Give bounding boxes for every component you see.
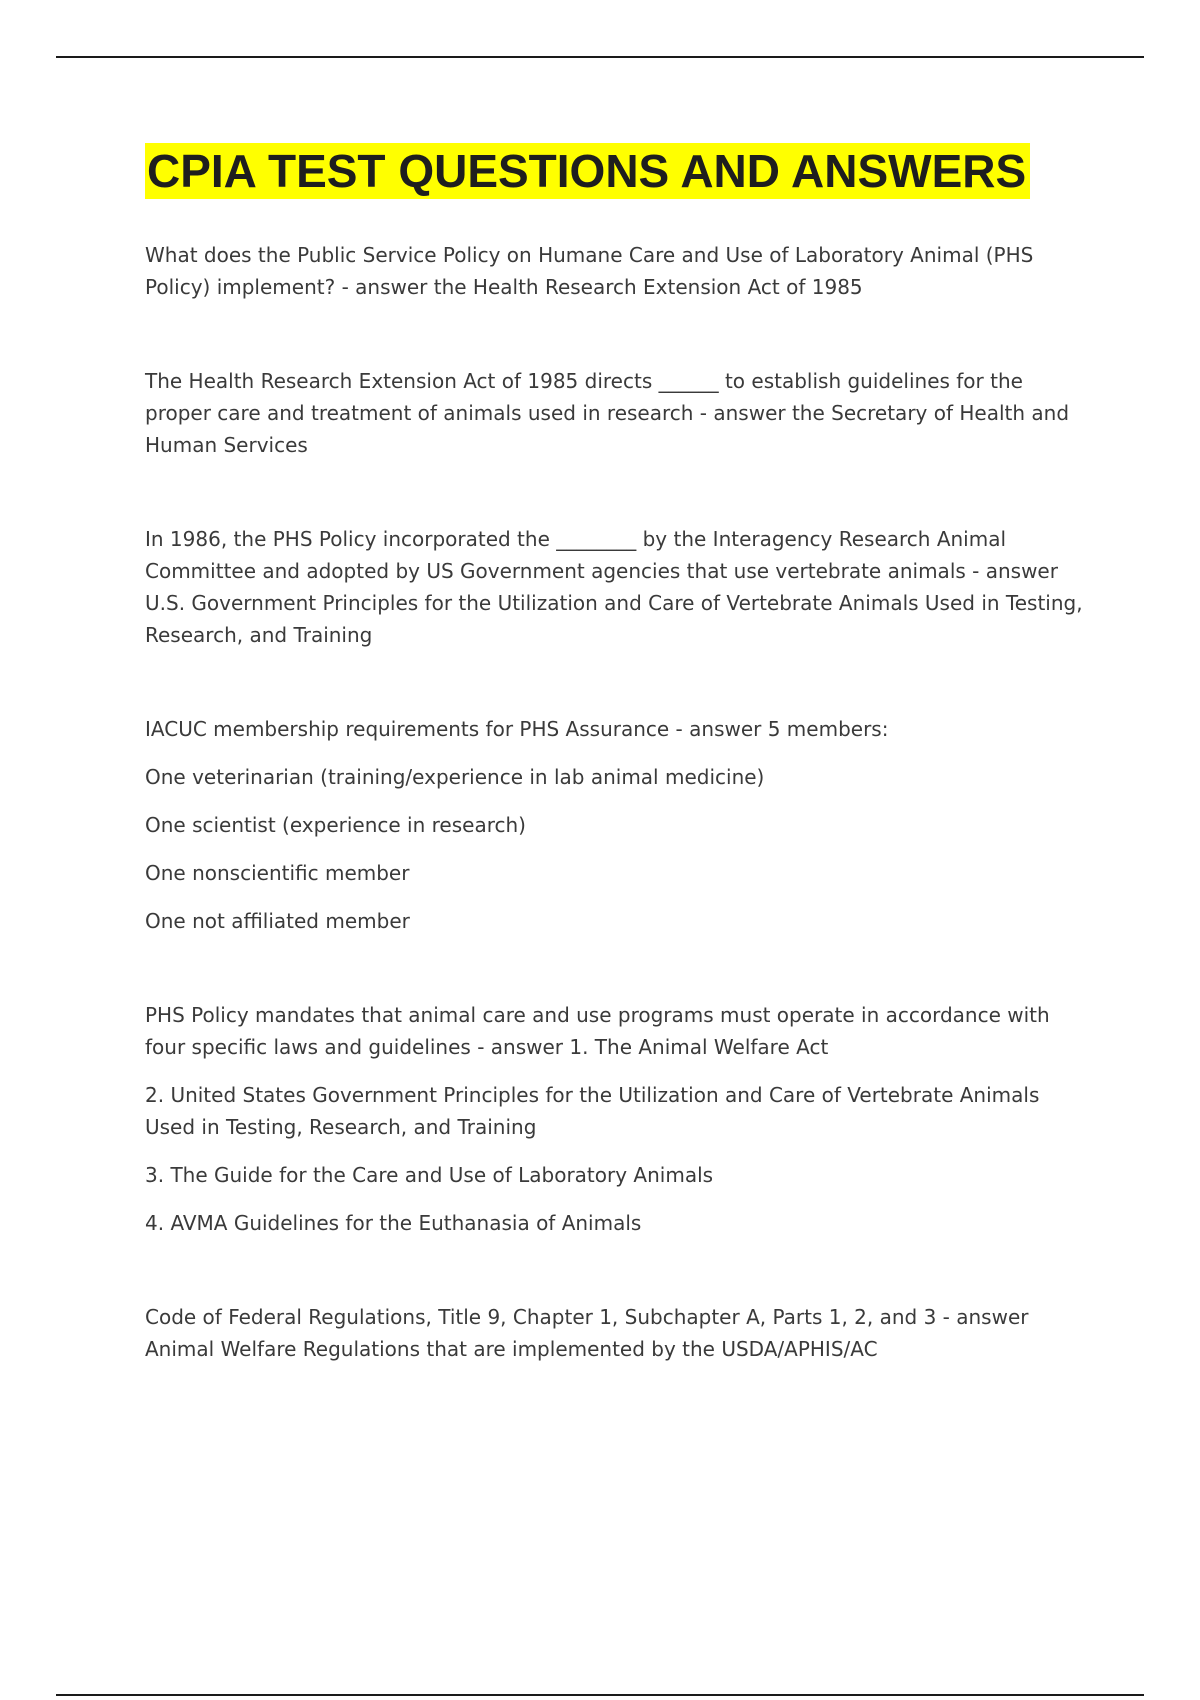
qa-paragraph: IACUC membership requirements for PHS Assurance - answer 5 members: xyxy=(145,717,889,741)
footer-rule xyxy=(56,1694,1144,1696)
qa-item xyxy=(145,999,1095,1239)
qa-list-line: One veterinarian (training/experience in lab animal medicine) xyxy=(145,765,765,789)
header-rule xyxy=(56,56,1144,58)
qa-item xyxy=(145,1301,1095,1365)
qa-list-line: One scientist (experience in research) xyxy=(145,813,526,837)
qa-item xyxy=(145,713,1095,937)
qa-item xyxy=(145,239,1095,303)
document-title: CPIA TEST QUESTIONS AND ANSWERS xyxy=(145,143,1030,199)
document-body xyxy=(145,143,1095,1427)
qa-paragraph: What does the Public Service Policy on Humane Care and Use of Laboratory Animal (PHS Policy) implement? - answer the Health Research Extension Act of 1985 xyxy=(145,243,1034,299)
qa-list-line: 2. United States Government Principles for the Utilization and Care of Vertebrate Animals Used in Testing, Research, and Training xyxy=(145,1083,1040,1139)
qa-list-line: 3. The Guide for the Care and Use of Laboratory Animals xyxy=(145,1163,714,1187)
qa-item xyxy=(145,523,1095,651)
qa-paragraph: PHS Policy mandates that animal care and use programs must operate in accordance with four specific laws and guidelines - answer 1. The Animal Welfare Act xyxy=(145,1003,1050,1059)
qa-paragraph: Code of Federal Regulations, Title 9, Chapter 1, Subchapter A, Parts 1, 2, and 3 - answer Animal Welfare Regulations that are implemented by the USDA/APHIS/AC xyxy=(145,1305,1029,1361)
qa-list-line: 4. AVMA Guidelines for the Euthanasia of Animals xyxy=(145,1211,642,1235)
qa-list-line: One nonscientific member xyxy=(145,861,410,885)
qa-item xyxy=(145,365,1095,461)
qa-list-line: One not affiliated member xyxy=(145,909,410,933)
qa-paragraph: The Health Research Extension Act of 1985 directs ______ to establish guidelines for the proper care and treatment of animals used in research - answer the Secretary of Health and Human Services xyxy=(145,369,1070,457)
qa-paragraph: In 1986, the PHS Policy incorporated the ________ by the Interagency Research Animal Committee and adopted by US Government agencies that use vertebrate animals - answer U.S. Government Principles for the Utilization and Care of Vertebrate Animals Used in Testing, Research, and Training xyxy=(145,527,1083,647)
